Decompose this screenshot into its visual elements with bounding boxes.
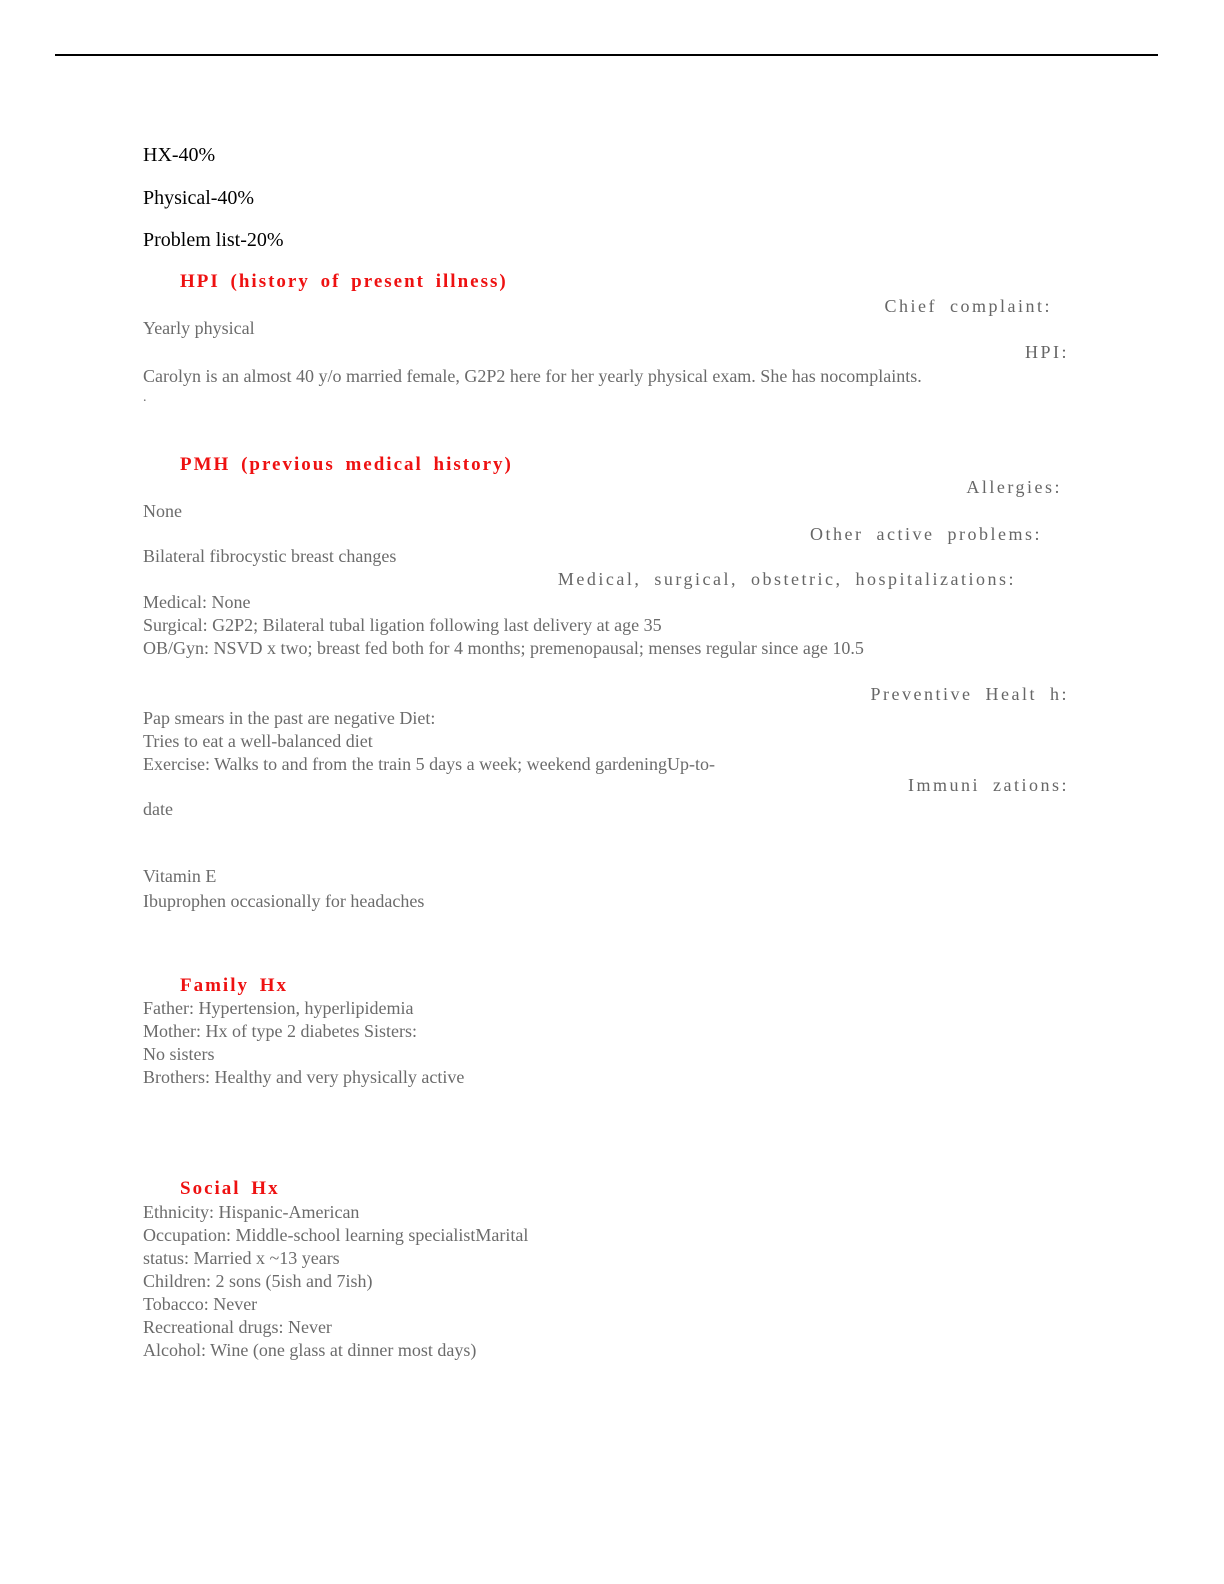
other-problems-value: Bilateral fibrocystic breast changes xyxy=(143,546,397,566)
medication-ibuprofen: Ibuprophen occasionally for headaches xyxy=(143,891,425,911)
history-list xyxy=(143,591,864,660)
social-line: Ethnicity: Hispanic-American xyxy=(143,1202,360,1222)
social-line: Occupation: Middle-school learning specialistMarital xyxy=(143,1225,529,1245)
hpi-dot: . xyxy=(143,390,147,405)
pmh-heading: PMH (previous medical history) xyxy=(180,454,513,475)
other-problems-label: Other active problems: xyxy=(810,524,1042,544)
immunizations-label: Immuni zations: xyxy=(908,775,1069,795)
social-line: Alcohol: Wine (one glass at dinner most days) xyxy=(143,1340,477,1360)
family-hx-heading: Family Hx xyxy=(180,975,289,996)
social-line: Recreational drugs: Never xyxy=(143,1317,332,1337)
medication-vitamin-e: Vitamin E xyxy=(143,866,217,886)
history-line: Medical: None xyxy=(143,592,251,612)
history-line: OB/Gyn: NSVD x two; breast fed both for 4 months; premenopausal; menses regular since age 10.5 xyxy=(143,638,864,658)
weight-physical: Physical-40% xyxy=(143,187,255,209)
social-line: status: Married x ~13 years xyxy=(143,1248,340,1268)
allergies-label: Allergies: xyxy=(966,477,1062,497)
top-horizontal-rule xyxy=(55,54,1158,56)
chief-complaint-value: Yearly physical xyxy=(143,318,255,338)
preventive-line: Pap smears in the past are negative Diet: xyxy=(143,708,436,728)
chief-complaint-label: Chief complaint: xyxy=(884,296,1052,316)
weight-problem-list: Problem list-20% xyxy=(143,229,284,251)
social-hx-heading: Social Hx xyxy=(180,1178,280,1199)
preventive-line: Tries to eat a well-balanced diet xyxy=(143,731,373,751)
social-line: Children: 2 sons (5ish and 7ish) xyxy=(143,1271,373,1291)
social-line: Tobacco: Never xyxy=(143,1294,258,1314)
family-hx-list xyxy=(143,997,464,1089)
preventive-health-label: Preventive Healt h: xyxy=(870,684,1069,704)
family-line: Mother: Hx of type 2 diabetes Sisters: xyxy=(143,1021,417,1041)
hpi-heading: HPI (history of present illness) xyxy=(180,271,508,292)
social-hx-list xyxy=(143,1201,528,1362)
allergies-value: None xyxy=(143,501,182,521)
history-label: Medical, surgical, obstetric, hospitalizations: xyxy=(557,569,1016,589)
history-line: Surgical: G2P2; Bilateral tubal ligation following last delivery at age 35 xyxy=(143,615,662,635)
hpi-label: HPI: xyxy=(1024,342,1069,362)
hpi-text: Carolyn is an almost 40 y/o married female, G2P2 here for her yearly physical exam. She has nocomplaints. xyxy=(143,366,922,386)
family-line: No sisters xyxy=(143,1044,215,1064)
preventive-line: Exercise: Walks to and from the train 5 days a week; weekend gardeningUp-to- xyxy=(143,754,716,774)
family-line: Father: Hypertension, hyperlipidemia xyxy=(143,998,414,1018)
family-line: Brothers: Healthy and very physically active xyxy=(143,1067,465,1087)
weight-history: HX-40% xyxy=(143,144,216,166)
immunizations-tail: date xyxy=(143,799,173,819)
preventive-list xyxy=(143,707,715,776)
